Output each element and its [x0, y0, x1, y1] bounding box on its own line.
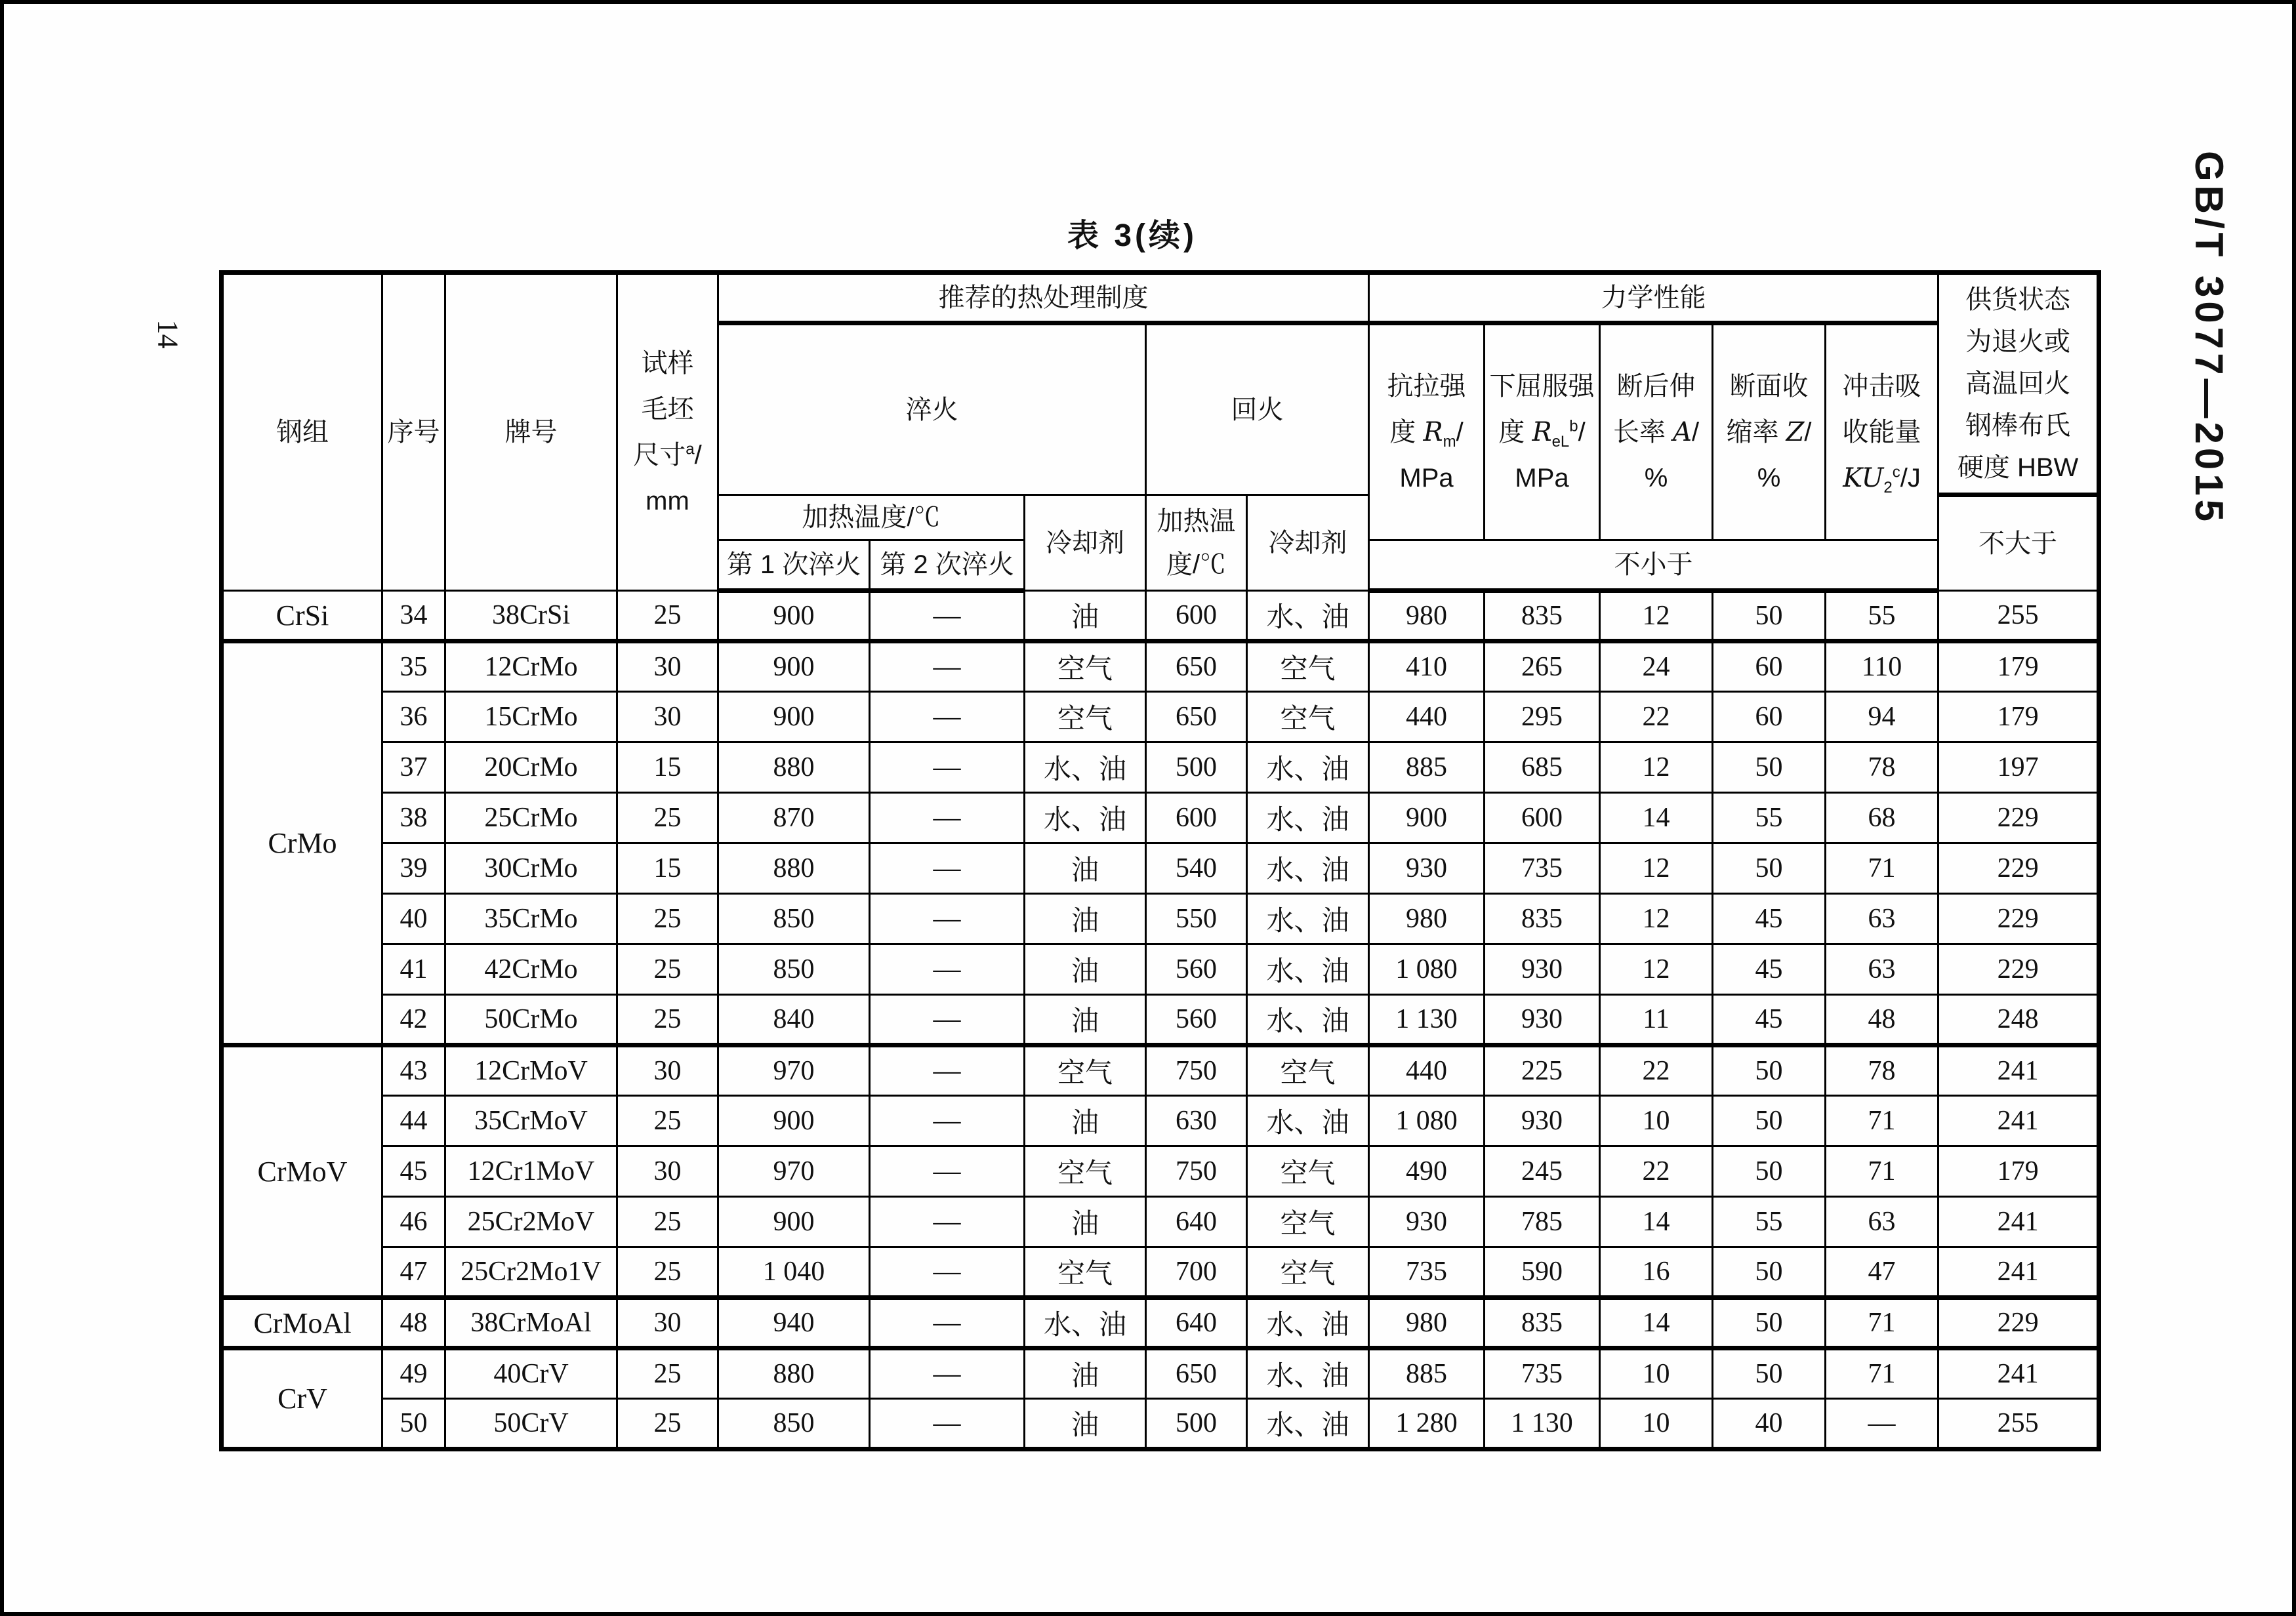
cell-temper-coolant: 空气 [1247, 1045, 1369, 1096]
cell-temper-coolant: 水、油 [1247, 894, 1369, 944]
cell-serial: 34 [382, 591, 445, 641]
cell-tensile-strength: 440 [1369, 692, 1485, 742]
cell-yield-strength: 225 [1485, 1045, 1600, 1096]
footnote-a-superscript: a [686, 440, 695, 458]
col-header-first-quench: 第 1 次淬火 [718, 540, 870, 591]
cell-tensile-strength: 1 080 [1369, 944, 1485, 995]
cell-yield-strength: 735 [1485, 1348, 1600, 1399]
cell-serial: 50 [382, 1399, 445, 1449]
cell-serial: 35 [382, 641, 445, 692]
cell-steel-group: CrSi [222, 591, 382, 641]
hbw-line4: 钢棒布氏 [1965, 411, 2071, 440]
cell-first-quench-temp: 970 [718, 1045, 870, 1096]
cell-serial: 43 [382, 1045, 445, 1096]
cell-temper-coolant: 空气 [1247, 1197, 1369, 1247]
cell-first-quench-temp: 880 [718, 1348, 870, 1399]
cell-first-quench-temp: 880 [718, 742, 870, 793]
col-header-temper-heating-temp: 加热温 度/℃ [1146, 495, 1247, 591]
cell-elongation: 22 [1600, 1146, 1713, 1197]
cell-grade: 20CrMo [445, 742, 617, 793]
cell-second-quench-temp: — [870, 1197, 1025, 1247]
cell-temper-temp: 500 [1146, 742, 1247, 793]
cell-temper-coolant: 水、油 [1247, 944, 1369, 995]
cell-impact-energy: 71 [1826, 1096, 1938, 1146]
cell-impact-energy: 78 [1826, 1045, 1938, 1096]
cell-hbw-hardness: 179 [1938, 692, 2099, 742]
cell-sample-size: 25 [617, 793, 718, 843]
cell-sample-size: 25 [617, 944, 718, 995]
cell-grade: 25Cr2MoV [445, 1197, 617, 1247]
hbw-line3: 高温回火 [1965, 369, 2071, 398]
cell-serial: 46 [382, 1197, 445, 1247]
cell-temper-temp: 630 [1146, 1096, 1247, 1146]
cell-reduction-of-area: 60 [1713, 641, 1826, 692]
col-header-quench-coolant: 冷却剂 [1025, 495, 1146, 591]
cell-reduction-of-area: 45 [1713, 995, 1826, 1045]
cell-yield-strength: 1 130 [1485, 1399, 1600, 1449]
footnote-b-superscript: b [1569, 417, 1578, 435]
sample-size-line3: 尺寸$^a$/ [633, 440, 702, 470]
cell-impact-energy: 47 [1826, 1247, 1938, 1298]
cell-elongation: 22 [1600, 1045, 1713, 1096]
cell-yield-strength: 835 [1485, 894, 1600, 944]
cell-serial: 47 [382, 1247, 445, 1298]
cell-reduction-of-area: 50 [1713, 1348, 1826, 1399]
cell-reduction-of-area: 40 [1713, 1399, 1826, 1449]
cell-sample-size: 25 [617, 894, 718, 944]
cell-hbw-hardness: 241 [1938, 1247, 2099, 1298]
cell-elongation: 14 [1600, 793, 1713, 843]
cell-quench-coolant: 油 [1025, 894, 1146, 944]
steel-heat-treatment-table [219, 270, 2101, 1451]
table-row [222, 641, 2099, 692]
cell-elongation: 12 [1600, 944, 1713, 995]
cell-grade: 12Cr1MoV [445, 1146, 617, 1197]
cell-tensile-strength: 1 080 [1369, 1096, 1485, 1146]
cell-impact-energy: 71 [1826, 1348, 1938, 1399]
cell-quench-coolant: 水、油 [1025, 793, 1146, 843]
cell-first-quench-temp: 880 [718, 843, 870, 894]
sample-size-line1: 试样 [641, 349, 694, 378]
table-row [222, 793, 2099, 843]
col-header-reduction-of-area: 断面收 缩率 Z/ % [1713, 323, 1826, 540]
cell-quench-coolant: 空气 [1025, 1146, 1146, 1197]
table-row [222, 944, 2099, 995]
cell-quench-coolant: 水、油 [1025, 742, 1146, 793]
footnote-c-superscript: c [1892, 463, 1900, 481]
cell-hbw-hardness: 229 [1938, 944, 2099, 995]
col-header-quench-heating-temp: 加热温度/℃ [718, 495, 1025, 540]
cell-grade: 12CrMo [445, 641, 617, 692]
standard-code-label: GB/T 3077—2015 [2187, 151, 2231, 525]
cell-quench-coolant: 空气 [1025, 692, 1146, 742]
cell-elongation: 12 [1600, 591, 1713, 641]
cell-sample-size: 25 [617, 995, 718, 1045]
cell-second-quench-temp: — [870, 591, 1025, 641]
cell-tensile-strength: 885 [1369, 742, 1485, 793]
cell-yield-strength: 295 [1485, 692, 1600, 742]
cell-impact-energy: 71 [1826, 843, 1938, 894]
cell-second-quench-temp: — [870, 995, 1025, 1045]
col-header-heat-treatment: 推荐的热处理制度 [718, 273, 1369, 323]
cell-impact-energy: 94 [1826, 692, 1938, 742]
cell-serial: 42 [382, 995, 445, 1045]
cell-second-quench-temp: — [870, 641, 1025, 692]
cell-first-quench-temp: 850 [718, 1399, 870, 1449]
cell-temper-temp: 560 [1146, 995, 1247, 1045]
cell-impact-energy: 71 [1826, 1298, 1938, 1348]
col-header-yield-strength: 下屈服强 度 $R_{eL}^b/$ MPa [1485, 323, 1600, 540]
cell-reduction-of-area: 50 [1713, 1298, 1826, 1348]
cell-temper-coolant: 水、油 [1247, 742, 1369, 793]
col-header-sample-size [617, 273, 718, 591]
cell-grade: 35CrMo [445, 894, 617, 944]
cell-serial: 39 [382, 843, 445, 894]
table-row [222, 995, 2099, 1045]
cell-quench-coolant: 空气 [1025, 1247, 1146, 1298]
cell-tensile-strength: 980 [1369, 894, 1485, 944]
cell-yield-strength: 785 [1485, 1197, 1600, 1247]
hbw-line5: 硬度 HBW [1957, 453, 2079, 482]
cell-grade: 12CrMoV [445, 1045, 617, 1096]
cell-sample-size: 25 [617, 1197, 718, 1247]
cell-hbw-hardness: 255 [1938, 591, 2099, 641]
cell-sample-size: 30 [617, 1146, 718, 1197]
cell-steel-group: CrMo [222, 641, 382, 1045]
cell-temper-coolant: 水、油 [1247, 1399, 1369, 1449]
cell-impact-energy: — [1826, 1399, 1938, 1449]
cell-temper-coolant: 空气 [1247, 641, 1369, 692]
cell-reduction-of-area: 50 [1713, 1146, 1826, 1197]
col-header-steel-group: 钢组 [222, 273, 382, 591]
cell-tensile-strength: 410 [1369, 641, 1485, 692]
cell-hbw-hardness: 179 [1938, 1146, 2099, 1197]
cell-impact-energy: 63 [1826, 1197, 1938, 1247]
cell-elongation: 10 [1600, 1348, 1713, 1399]
cell-tensile-strength: 1 130 [1369, 995, 1485, 1045]
cell-first-quench-temp: 1 040 [718, 1247, 870, 1298]
cell-serial: 49 [382, 1348, 445, 1399]
cell-yield-strength: 835 [1485, 591, 1600, 641]
col-header-tensile-strength: 抗拉强 度 $R_m/$ MPa [1369, 323, 1485, 540]
hbw-line1: 供货状态 [1965, 285, 2071, 314]
cell-hbw-hardness: 229 [1938, 793, 2099, 843]
cell-grade: 15CrMo [445, 692, 617, 742]
cell-tensile-strength: 440 [1369, 1045, 1485, 1096]
cell-temper-coolant: 水、油 [1247, 591, 1369, 641]
cell-second-quench-temp: — [870, 1348, 1025, 1399]
col-header-temper-coolant: 冷却剂 [1247, 495, 1369, 591]
cell-tensile-strength: 930 [1369, 843, 1485, 894]
cell-temper-coolant: 水、油 [1247, 1348, 1369, 1399]
table-row [222, 1399, 2099, 1449]
cell-hbw-hardness: 197 [1938, 742, 2099, 793]
cell-elongation: 14 [1600, 1197, 1713, 1247]
cell-first-quench-temp: 900 [718, 692, 870, 742]
cell-first-quench-temp: 870 [718, 793, 870, 843]
table-row [222, 1096, 2099, 1146]
col-header-quench: 淬火 [718, 323, 1146, 495]
cell-temper-temp: 600 [1146, 591, 1247, 641]
cell-tensile-strength: 735 [1369, 1247, 1485, 1298]
cell-yield-strength: 685 [1485, 742, 1600, 793]
cell-impact-energy: 55 [1826, 591, 1938, 641]
col-header-not-greater-than: 不大于 [1938, 495, 2099, 591]
table-row [222, 1247, 2099, 1298]
cell-second-quench-temp: — [870, 793, 1025, 843]
cell-sample-size: 25 [617, 591, 718, 641]
cell-tensile-strength: 980 [1369, 1298, 1485, 1348]
cell-hbw-hardness: 248 [1938, 995, 2099, 1045]
cell-temper-coolant: 水、油 [1247, 793, 1369, 843]
cell-impact-energy: 71 [1826, 1146, 1938, 1197]
cell-second-quench-temp: — [870, 894, 1025, 944]
cell-yield-strength: 930 [1485, 995, 1600, 1045]
cell-reduction-of-area: 50 [1713, 591, 1826, 641]
cell-elongation: 11 [1600, 995, 1713, 1045]
cell-reduction-of-area: 50 [1713, 742, 1826, 793]
page-number: 14 [152, 319, 184, 349]
cell-grade: 25Cr2Mo1V [445, 1247, 617, 1298]
cell-sample-size: 25 [617, 1399, 718, 1449]
cell-second-quench-temp: — [870, 944, 1025, 995]
cell-elongation: 10 [1600, 1399, 1713, 1449]
table-body [222, 591, 2099, 1449]
cell-sample-size: 25 [617, 1096, 718, 1146]
cell-impact-energy: 48 [1826, 995, 1938, 1045]
cell-temper-temp: 640 [1146, 1298, 1247, 1348]
cell-first-quench-temp: 940 [718, 1298, 870, 1348]
cell-grade: 30CrMo [445, 843, 617, 894]
cell-serial: 48 [382, 1298, 445, 1348]
cell-grade: 42CrMo [445, 944, 617, 995]
cell-quench-coolant: 油 [1025, 944, 1146, 995]
sample-size-line2: 毛坯 [641, 395, 694, 424]
table-row [222, 843, 2099, 894]
cell-quench-coolant: 油 [1025, 591, 1146, 641]
cell-elongation: 12 [1600, 843, 1713, 894]
table-row [222, 591, 2099, 641]
cell-temper-temp: 600 [1146, 793, 1247, 843]
col-header-serial: 序号 [382, 273, 445, 591]
cell-hbw-hardness: 229 [1938, 894, 2099, 944]
cell-serial: 38 [382, 793, 445, 843]
cell-reduction-of-area: 60 [1713, 692, 1826, 742]
cell-second-quench-temp: — [870, 1298, 1025, 1348]
cell-temper-coolant: 水、油 [1247, 843, 1369, 894]
cell-hbw-hardness: 241 [1938, 1197, 2099, 1247]
cell-reduction-of-area: 55 [1713, 1197, 1826, 1247]
cell-serial: 45 [382, 1146, 445, 1197]
cell-serial: 41 [382, 944, 445, 995]
table-row [222, 692, 2099, 742]
cell-steel-group: CrMoV [222, 1045, 382, 1298]
table-row [222, 1146, 2099, 1197]
cell-quench-coolant: 油 [1025, 995, 1146, 1045]
cell-yield-strength: 930 [1485, 944, 1600, 995]
cell-yield-strength: 245 [1485, 1146, 1600, 1197]
cell-hbw-hardness: 241 [1938, 1348, 2099, 1399]
cell-temper-temp: 650 [1146, 1348, 1247, 1399]
cell-second-quench-temp: — [870, 1045, 1025, 1096]
cell-impact-energy: 78 [1826, 742, 1938, 793]
cell-sample-size: 25 [617, 1247, 718, 1298]
cell-temper-temp: 540 [1146, 843, 1247, 894]
cell-sample-size: 30 [617, 1298, 718, 1348]
cell-reduction-of-area: 50 [1713, 843, 1826, 894]
col-header-impact-energy: 冲击吸 收能量 $KU_2^c/J$ [1826, 323, 1938, 540]
cell-grade: 50CrV [445, 1399, 617, 1449]
cell-yield-strength: 735 [1485, 843, 1600, 894]
table-row [222, 1298, 2099, 1348]
cell-quench-coolant: 水、油 [1025, 1298, 1146, 1348]
cell-impact-energy: 68 [1826, 793, 1938, 843]
table-row [222, 894, 2099, 944]
cell-temper-temp: 640 [1146, 1197, 1247, 1247]
cell-temper-temp: 750 [1146, 1045, 1247, 1096]
cell-quench-coolant: 油 [1025, 1096, 1146, 1146]
cell-sample-size: 15 [617, 742, 718, 793]
cell-grade: 38CrMoAl [445, 1298, 617, 1348]
cell-tensile-strength: 980 [1369, 591, 1485, 641]
cell-tensile-strength: 885 [1369, 1348, 1485, 1399]
cell-impact-energy: 63 [1826, 894, 1938, 944]
cell-sample-size: 15 [617, 843, 718, 894]
cell-first-quench-temp: 840 [718, 995, 870, 1045]
sample-size-line4: mm [646, 487, 689, 515]
cell-hbw-hardness: 241 [1938, 1096, 2099, 1146]
cell-yield-strength: 265 [1485, 641, 1600, 692]
cell-grade: 38CrSi [445, 591, 617, 641]
table-row [222, 742, 2099, 793]
cell-elongation: 24 [1600, 641, 1713, 692]
cell-impact-energy: 110 [1826, 641, 1938, 692]
cell-sample-size: 25 [617, 1348, 718, 1399]
table-title: 表 3(续) [1067, 218, 1197, 253]
cell-temper-temp: 500 [1146, 1399, 1247, 1449]
cell-elongation: 16 [1600, 1247, 1713, 1298]
cell-hbw-hardness: 229 [1938, 843, 2099, 894]
col-header-not-less-than: 不小于 [1369, 540, 1938, 591]
cell-first-quench-temp: 900 [718, 641, 870, 692]
col-header-temper: 回火 [1146, 323, 1369, 495]
col-header-second-quench: 第 2 次淬火 [870, 540, 1025, 591]
cell-impact-energy: 63 [1826, 944, 1938, 995]
cell-second-quench-temp: — [870, 692, 1025, 742]
table-row [222, 1045, 2099, 1096]
cell-reduction-of-area: 45 [1713, 944, 1826, 995]
cell-serial: 44 [382, 1096, 445, 1146]
cell-temper-temp: 650 [1146, 692, 1247, 742]
cell-quench-coolant: 油 [1025, 1399, 1146, 1449]
cell-grade: 40CrV [445, 1348, 617, 1399]
cell-temper-temp: 550 [1146, 894, 1247, 944]
cell-hbw-hardness: 255 [1938, 1399, 2099, 1449]
hbw-line2: 为退火或 [1965, 327, 2071, 356]
cell-yield-strength: 590 [1485, 1247, 1600, 1298]
cell-elongation: 10 [1600, 1096, 1713, 1146]
cell-temper-coolant: 水、油 [1247, 1096, 1369, 1146]
cell-temper-temp: 560 [1146, 944, 1247, 995]
table-row [222, 1348, 2099, 1399]
cell-first-quench-temp: 970 [718, 1146, 870, 1197]
cell-steel-group: CrV [222, 1348, 382, 1449]
cell-serial: 40 [382, 894, 445, 944]
cell-elongation: 14 [1600, 1298, 1713, 1348]
cell-temper-coolant: 空气 [1247, 1146, 1369, 1197]
cell-temper-temp: 750 [1146, 1146, 1247, 1197]
cell-reduction-of-area: 50 [1713, 1096, 1826, 1146]
cell-reduction-of-area: 55 [1713, 793, 1826, 843]
cell-first-quench-temp: 900 [718, 1096, 870, 1146]
cell-elongation: 12 [1600, 894, 1713, 944]
cell-temper-temp: 700 [1146, 1247, 1247, 1298]
cell-grade: 50CrMo [445, 995, 617, 1045]
table-row [222, 1197, 2099, 1247]
cell-temper-temp: 650 [1146, 641, 1247, 692]
cell-tensile-strength: 490 [1369, 1146, 1485, 1197]
cell-elongation: 22 [1600, 692, 1713, 742]
cell-second-quench-temp: — [870, 1096, 1025, 1146]
cell-second-quench-temp: — [870, 1146, 1025, 1197]
cell-reduction-of-area: 50 [1713, 1045, 1826, 1096]
cell-quench-coolant: 油 [1025, 1348, 1146, 1399]
cell-temper-coolant: 水、油 [1247, 995, 1369, 1045]
cell-temper-coolant: 水、油 [1247, 1298, 1369, 1348]
cell-first-quench-temp: 900 [718, 591, 870, 641]
cell-reduction-of-area: 45 [1713, 894, 1826, 944]
cell-elongation: 12 [1600, 742, 1713, 793]
cell-tensile-strength: 900 [1369, 793, 1485, 843]
cell-grade: 25CrMo [445, 793, 617, 843]
cell-second-quench-temp: — [870, 742, 1025, 793]
cell-sample-size: 30 [617, 692, 718, 742]
cell-quench-coolant: 空气 [1025, 1045, 1146, 1096]
cell-first-quench-temp: 850 [718, 894, 870, 944]
cell-second-quench-temp: — [870, 1247, 1025, 1298]
cell-quench-coolant: 油 [1025, 843, 1146, 894]
cell-tensile-strength: 1 280 [1369, 1399, 1485, 1449]
cell-temper-coolant: 空气 [1247, 692, 1369, 742]
cell-first-quench-temp: 900 [718, 1197, 870, 1247]
cell-temper-coolant: 空气 [1247, 1247, 1369, 1298]
cell-yield-strength: 930 [1485, 1096, 1600, 1146]
cell-hbw-hardness: 241 [1938, 1045, 2099, 1096]
col-header-mechanical-properties: 力学性能 [1369, 273, 1938, 323]
col-header-elongation: 断后伸 长率 A/ % [1600, 323, 1713, 540]
cell-yield-strength: 600 [1485, 793, 1600, 843]
col-header-grade: 牌号 [445, 273, 617, 591]
cell-second-quench-temp: — [870, 1399, 1025, 1449]
cell-serial: 37 [382, 742, 445, 793]
cell-quench-coolant: 空气 [1025, 641, 1146, 692]
cell-hbw-hardness: 179 [1938, 641, 2099, 692]
cell-grade: 35CrMoV [445, 1096, 617, 1146]
cell-yield-strength: 835 [1485, 1298, 1600, 1348]
cell-first-quench-temp: 850 [718, 944, 870, 995]
cell-hbw-hardness: 229 [1938, 1298, 2099, 1348]
cell-reduction-of-area: 50 [1713, 1247, 1826, 1298]
cell-sample-size: 30 [617, 641, 718, 692]
cell-steel-group: CrMoAl [222, 1298, 382, 1348]
cell-quench-coolant: 油 [1025, 1197, 1146, 1247]
cell-serial: 36 [382, 692, 445, 742]
cell-sample-size: 30 [617, 1045, 718, 1096]
col-header-delivery-hbw [1938, 273, 2099, 495]
cell-tensile-strength: 930 [1369, 1197, 1485, 1247]
cell-second-quench-temp: — [870, 843, 1025, 894]
